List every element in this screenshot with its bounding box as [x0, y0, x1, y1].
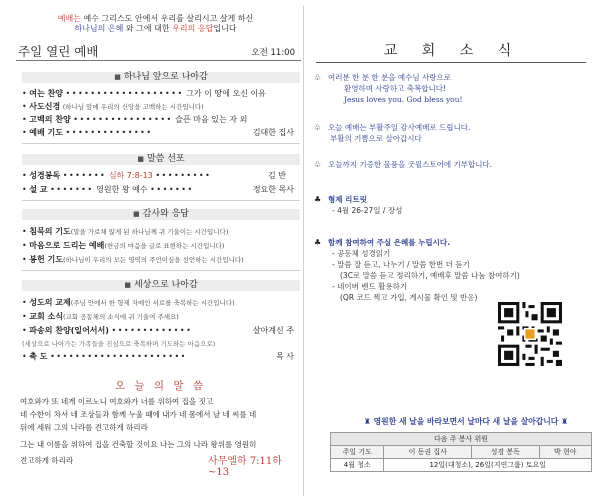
service-rule [16, 60, 301, 61]
divider [22, 200, 300, 201]
sermon-title: 영원한 왕 예수 [96, 185, 148, 194]
order-item: • 여는 찬양 ••••••••••••••••••• 그가 이 땅에 오신 이유 [22, 89, 266, 98]
square-icon: ■ [114, 73, 121, 81]
news-text: - 말씀 잘 듣고, 나누기 / 말씀 한번 더 듣기 [332, 260, 470, 269]
news-text: 부활의 기쁨으로 살아갑시다 [330, 134, 422, 143]
order-dots: ••••••••• [155, 171, 212, 180]
scripture-reference: 사무엘하 7:11하~13 [208, 456, 282, 478]
news-text: 오늘 예배는 부활주일 감사예배로 드립니다. [328, 123, 471, 132]
order-item: • 봉헌 기도(하나님이 우리의 모든 영역의 주인이심을 선언하는 시간입니다) [22, 255, 244, 264]
news-text: 오늘까지 기증한 물품을 굿윌스토어에 기부합니다. [328, 160, 493, 169]
order-note: (교회 공동체의 소식에 귀 기울여 주세요) [62, 313, 179, 321]
table-cell: 박 현아 [539, 446, 591, 459]
section-header-sending [22, 280, 300, 291]
section-header-approach [22, 72, 300, 83]
order-note-line [22, 338, 300, 350]
intro-text-3: 와 그에 대한 [125, 24, 170, 33]
intro-text-4: 입니다 [213, 24, 237, 33]
order-item: • 마음으로 드리는 예배(헌금의 마음을 글로 표현하는 시간입니다) [22, 241, 225, 250]
scripture-line: 뒤에 세워 그의 나라를 견고하게 하리라 [20, 423, 148, 432]
order-value: 살아계신 주 [252, 326, 294, 335]
table-title: 다음 주 봉사 위원 [331, 433, 592, 446]
order-label: 성경봉독 [29, 171, 61, 180]
section-header-thanks [22, 209, 300, 220]
order-note: (주님 안에서 한 형제 자매인 서로를 축복하는 시간입니다) [70, 299, 235, 307]
table-cell: 이 동권 집사 [384, 446, 472, 459]
clover-icon: ♧ [314, 73, 322, 82]
intro-response: 우리의 응답 [172, 24, 214, 33]
news-text: Jesus loves you. God bless you! [344, 95, 463, 104]
clover-icon: ♧ [314, 160, 322, 169]
order-dots: ••••••••••••• [111, 326, 193, 335]
news-item-grace [314, 237, 584, 303]
table-cell: 12일(대청소), 26일(지연그룹) 토요일 [384, 459, 592, 472]
today-word-title: 오 늘 의 말 씀 [114, 380, 207, 392]
order-dots: ••••••••••••••••••• [65, 89, 184, 98]
order-item: • 설 교 ••••••• 영원한 왕 예수 ••••••• 정요한 목사 [22, 185, 294, 194]
order-value: 김 반 [268, 171, 286, 180]
order-dots: •••••••••••••••• [73, 115, 173, 124]
order-label: 예배 기도 [29, 128, 63, 137]
order-label: 고백의 찬양 [29, 115, 71, 124]
section-label: 감사와 응답 [142, 209, 189, 219]
clover-icon: ♣ [314, 195, 322, 204]
intro-grace: 하나님의 은혜 [74, 24, 124, 33]
motto-text: 영원한 새 날을 바라보면서 날마다 새 날을 살아갑니다 [373, 417, 559, 426]
news-heading: 형제 리트릿 [328, 195, 367, 204]
qr-code-icon[interactable] [498, 302, 562, 366]
scripture-line: 여호와가 또 네게 이르노니 여호와가 너를 위하여 집을 짓고 [20, 397, 213, 406]
order-item: • 예배 기도 •••••••••••••• 김대한 집사 [22, 128, 294, 137]
table-cell: 성경 봉독 [472, 446, 540, 459]
order-label: 마음으로 드리는 예배 [29, 241, 105, 250]
square-icon: ■ [124, 281, 131, 289]
news-text: (3C로 말씀 듣고 정리하기, 예배후 말씀 나눔 참여하기) [340, 271, 520, 280]
order-item: • 축 도 •••••••••••••••••••••• 목 사 [22, 352, 294, 361]
divider [22, 270, 300, 271]
order-label: 봉헌 기도 [29, 255, 63, 264]
order-note: (헌금의 마음을 글로 표현하는 시간입니다) [104, 242, 225, 250]
news-item-easter [314, 122, 584, 144]
table-row [331, 459, 592, 472]
news-item-retreat [314, 194, 584, 216]
order-label: 설 교 [29, 185, 48, 194]
news-title: 교 회 소 식 [383, 43, 522, 59]
order-label: 사도신경 [29, 102, 61, 111]
order-value: 정요한 목사 [252, 185, 294, 194]
order-value: 목 사 [276, 352, 294, 361]
section-label: 세상으로 나아감 [133, 280, 198, 290]
section-label: 하나님 앞으로 나아감 [123, 72, 208, 82]
scripture-line: 그는 내 이름을 위하여 집을 건축할 것이요 나는 그의 나라 왕위를 영원히 [20, 440, 257, 449]
order-value: 김대한 집사 [252, 128, 294, 137]
news-text: - 4월 26-27일 / 장성 [332, 206, 403, 215]
order-value: 그가 이 땅에 오신 이유 [186, 89, 266, 98]
table-cell: 4월 청소 [331, 459, 384, 472]
news-text: 환영하며 사랑하고 축복합니다! [344, 84, 446, 93]
order-label: 성도의 교제 [29, 298, 71, 307]
section-header-word [22, 154, 300, 165]
intro-text-2: 우리를 살리시고 살게 하신 [160, 14, 254, 23]
order-value: 슬픈 마음 있는 자 외 [175, 115, 248, 124]
order-dots: ••••••• [62, 171, 107, 180]
service-title: 주일 열린 예배 [18, 44, 99, 59]
intro-text-1: 예수 그리스도 안에서 [83, 14, 159, 23]
scripture-line: 네 수한이 차서 네 조상들과 함께 누울 때에 내가 네 몸에서 날 네 씨를 네 [20, 410, 257, 419]
order-dots: ••••••• [50, 185, 94, 194]
divider [22, 143, 300, 144]
order-label: 교회 소식 [29, 312, 63, 321]
crown-icon: ♜ [363, 417, 371, 426]
square-icon: ■ [133, 210, 140, 218]
order-label: 여는 찬양 [29, 89, 63, 98]
order-item: • 파송의 찬양(일어서서) ••••••••••••• 살아계신 주 [22, 326, 294, 335]
order-item: • 성경봉독 ••••••• 심하 7:8-13 ••••••••• 김 반 [22, 171, 286, 180]
table-cell: 주일 기도 [331, 446, 384, 459]
order-dots: •••••••••••••• [65, 128, 153, 137]
order-item: • 고백의 찬양 •••••••••••••••• 슬픈 마음 있는 자 외 [22, 115, 248, 124]
clover-icon: ♣ [314, 238, 322, 247]
order-note: (하나님이 우리의 모든 영역의 주인이심을 선언하는 시간입니다) [62, 256, 244, 264]
news-item-donation [314, 159, 584, 170]
right-column [310, 0, 595, 501]
news-rule [316, 62, 586, 63]
news-text: - 공동체 성경읽기 [332, 249, 391, 258]
clover-icon: ♧ [314, 123, 322, 132]
crown-icon: ♜ [561, 417, 569, 426]
order-note: (하나님 앞에 우리의 신앙을 고백하는 시간입니다) [62, 103, 204, 111]
news-item-welcome [314, 72, 584, 105]
order-note: (말을 가로채 않게 된 하나님께 귀 기울이는 시간입니다) [70, 228, 229, 236]
table-row [331, 446, 592, 459]
news-text: 여러분 한 분 한 분을 예수님 사랑으로 [328, 73, 451, 82]
news-heading: 함께 참여하여 주실 은혜를 누립시다. [328, 238, 450, 247]
order-label: 침묵의 기도 [29, 227, 71, 236]
order-item: • 사도신경 (하나님 앞에 우리의 신앙을 고백하는 시간입니다) [22, 102, 204, 111]
intro-text [18, 14, 293, 34]
left-column [8, 0, 303, 501]
order-dots: ••••••• [150, 185, 194, 194]
intro-keyword: 예배는 [57, 14, 81, 23]
order-item: • 교회 소식(교회 공동체의 소식에 귀 기울여 주세요) [22, 312, 179, 321]
order-dots: •••••••••••••••••••••• [50, 352, 187, 361]
square-icon: ■ [137, 155, 144, 163]
volunteer-table [330, 432, 592, 472]
news-text: - 네이버 밴드 활용하기 [332, 282, 408, 291]
order-label: 파송의 찬양(일어서서) [29, 326, 109, 335]
service-time: 오전 11:00 [251, 48, 295, 58]
order-item: • 침묵의 기도(말을 가로채 않게 된 하나님께 귀 기울이는 시간입니다) [22, 227, 229, 236]
order-note: (세상으로 나아가는 가족들을 진심으로 축복하며 기도하는 마음으로) [22, 340, 216, 348]
order-label: 축 도 [29, 352, 48, 361]
section-label: 말씀 선포 [146, 154, 185, 164]
news-text: (QR 코드 찍고 가입, 게시물 확인 및 반응) [340, 293, 478, 302]
scripture-line: 견고하게 하리라 [20, 456, 74, 465]
motto-banner [338, 416, 594, 427]
scripture-reference: 심하 7:8-13 [108, 171, 153, 180]
order-item: • 성도의 교제(주님 안에서 한 형제 자매인 서로를 축복하는 시간입니다) [22, 298, 235, 307]
